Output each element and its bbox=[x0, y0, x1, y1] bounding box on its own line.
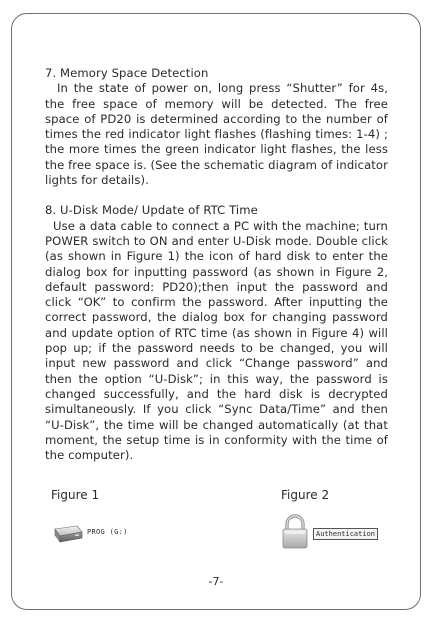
page-content bbox=[45, 66, 388, 463]
figure-1-drive-label: PROG (G:) bbox=[87, 528, 128, 536]
section-8-body: Use a data cable to connect a PC with the machine; turn POWER switch to ON and enter U-Disk mode. Double click (as shown in Figure 1) the icon of hard disk to enter the dialog box for inputting password (as shown in Figure 2, default password: PD20);then input the password and click “OK” to confirm the password. After inputting the correct password, the dialog box for changing password and update option of RTC time (as shown in Figure 4) will pop up; if the password needs to be changed, you will input new password and click “Change password” and then the option “U-Disk”; in this way, the password is changed successfully, and the hard disk is decrypted simultaneously. If you click “Sync Data/Time” and then “U-Disk”, the time will be changed automatically (at that moment, the setup time is in conformity with the time of the computer). bbox=[45, 218, 388, 463]
section-gap bbox=[45, 188, 388, 203]
hard-disk-icon bbox=[51, 523, 83, 545]
page-number: -7- bbox=[208, 575, 224, 588]
figure-2-auth-label: Authentication bbox=[313, 528, 378, 540]
section-7-heading: 7. Memory Space Detection bbox=[45, 66, 209, 80]
figure-1-label: Figure 1 bbox=[51, 488, 100, 502]
padlock-icon bbox=[280, 514, 310, 550]
figure-2-label: Figure 2 bbox=[281, 488, 330, 502]
section-7-body: In the state of power on, long press “Shutter” for 4s, the free space of memory will be detected. The free space of PD20 is determined according to the number of times the red indicator light flashes (flashing times: 1-4) ; the more times the green indicator light flashes, the less the free space is. (See the schematic diagram of indicator lights for details). bbox=[45, 81, 388, 188]
section-8-heading: 8. U-Disk Mode/ Update of RTC Time bbox=[45, 203, 258, 218]
